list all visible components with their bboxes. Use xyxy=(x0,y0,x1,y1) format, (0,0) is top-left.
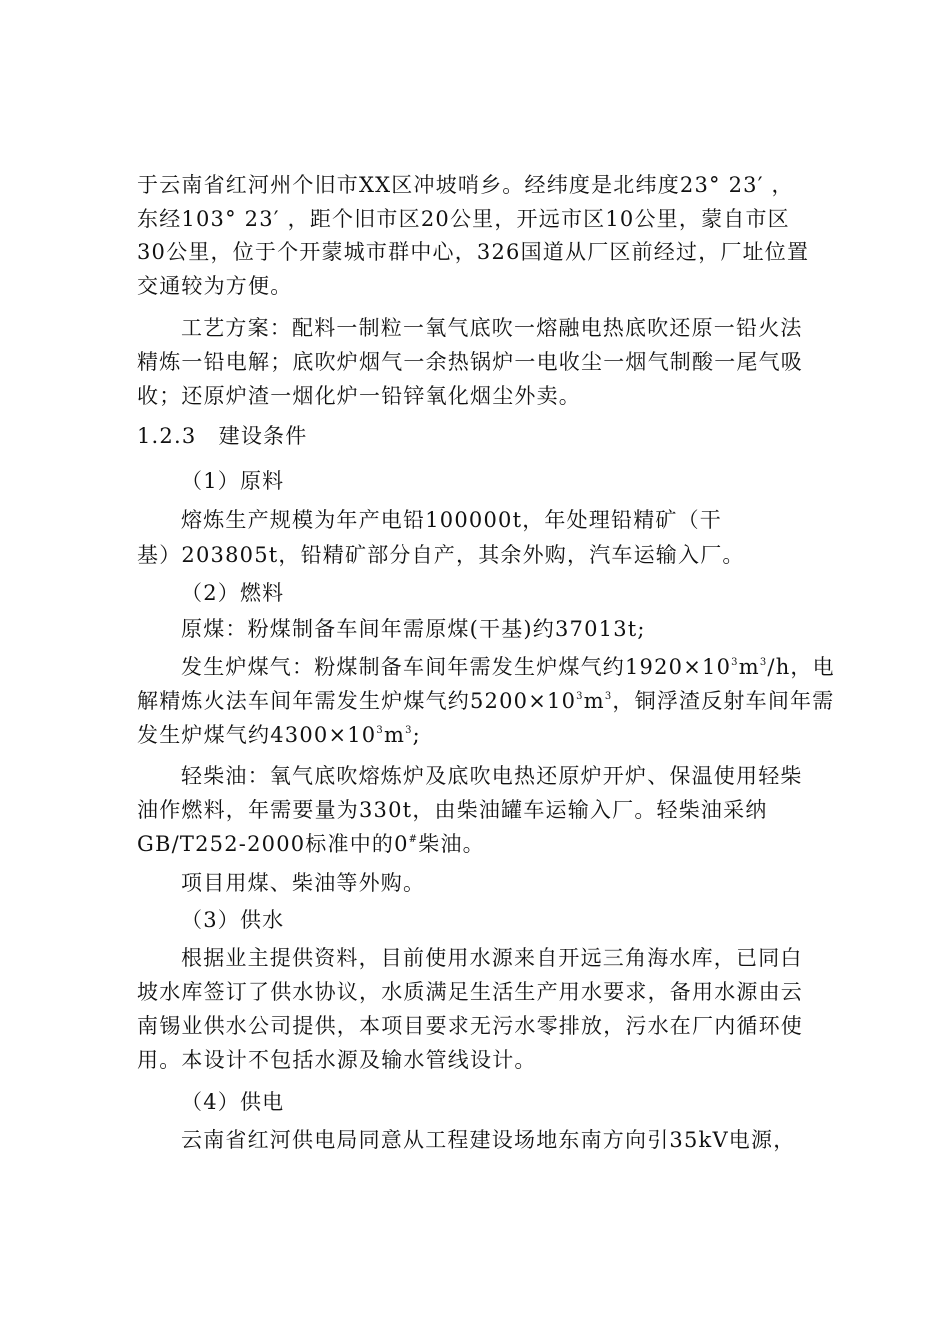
text-line: 东经103° 23′ ，距个旧市区20公里，开远市区10公里，蒙自市区 xyxy=(137,207,790,231)
text-line: 油作燃料，年需要量为330t，由柴油罐车运输入厂。轻柴油采纳 xyxy=(137,798,768,822)
text-line: 原煤：粉煤制备车间年需原煤(干基)约37013t; xyxy=(181,617,646,641)
subheading-raw-materials: （1）原料 xyxy=(181,469,285,493)
text-line: GB/T252-2000标准中的0#柴油。 xyxy=(137,832,485,856)
text-line: 发生炉煤气：粉煤制备车间年需发生炉煤气约$1920\times 10^3m^3/h$，电 xyxy=(181,655,835,679)
text-line: 熔炼生产规模为年产电铅100000t，年处理铅精矿（干 xyxy=(181,508,723,532)
text-line: 精炼一铅电解；底吹炉烟气一余热锅炉一电收尘一烟气制酸一尾气吸 xyxy=(137,350,803,374)
text-line: 云南省红河供电局同意从工程建设场地东南方向引35kV电源， xyxy=(181,1128,796,1152)
text-line: 根据业主提供资料，目前使用水源来自开远三角海水库，已同白 xyxy=(181,946,803,970)
section-heading: 1.2.3 建设条件 xyxy=(137,424,308,448)
text-line: 30公里，位于个开蒙城市群中心，326国道从厂区前经过，厂址位置 xyxy=(137,240,810,264)
subheading-fuel: （2）燃料 xyxy=(181,581,285,605)
text-line: 基）203805t，铅精矿部分自产，其余外购，汽车运输入厂。 xyxy=(137,543,745,567)
text-line: 于云南省红河州个旧市XX区冲坡哨乡。经纬度是北纬度23° 23′ ， xyxy=(137,173,794,197)
text-line: 发生炉煤气约$4300\times 10^3m^3$; xyxy=(137,723,421,747)
text-line: 坡水库签订了供水协议，水质满足生活生产用水要求，备用水源由云 xyxy=(137,980,803,1004)
text-line: 用。本设计不包括水源及输水管线设计。 xyxy=(137,1048,537,1072)
text-line: 轻柴油：氧气底吹熔炼炉及底吹电热还原炉开炉、保温使用轻柴 xyxy=(181,764,803,788)
text-line: 收；还原炉渣一烟化炉一铅锌氧化烟尘外卖。 xyxy=(137,384,581,408)
text-line: 南锡业供水公司提供，本项目要求无污水零排放，污水在厂内循环使 xyxy=(137,1014,803,1038)
subheading-power-supply: （4）供电 xyxy=(181,1090,285,1114)
paragraph-process-plan: 工艺方案：配料一制粒一氧气底吹一熔融电热底吹还原一铅火法 xyxy=(181,316,803,340)
text-line: 解精炼火法车间年需发生炉煤气约$5200\times 10^3m^3$，铜浮渣反射车间年需 xyxy=(137,689,835,713)
text-line: 交通较为方便。 xyxy=(137,274,293,298)
text-line: 项目用煤、柴油等外购。 xyxy=(181,871,426,895)
subheading-water-supply: （3）供水 xyxy=(181,908,285,932)
